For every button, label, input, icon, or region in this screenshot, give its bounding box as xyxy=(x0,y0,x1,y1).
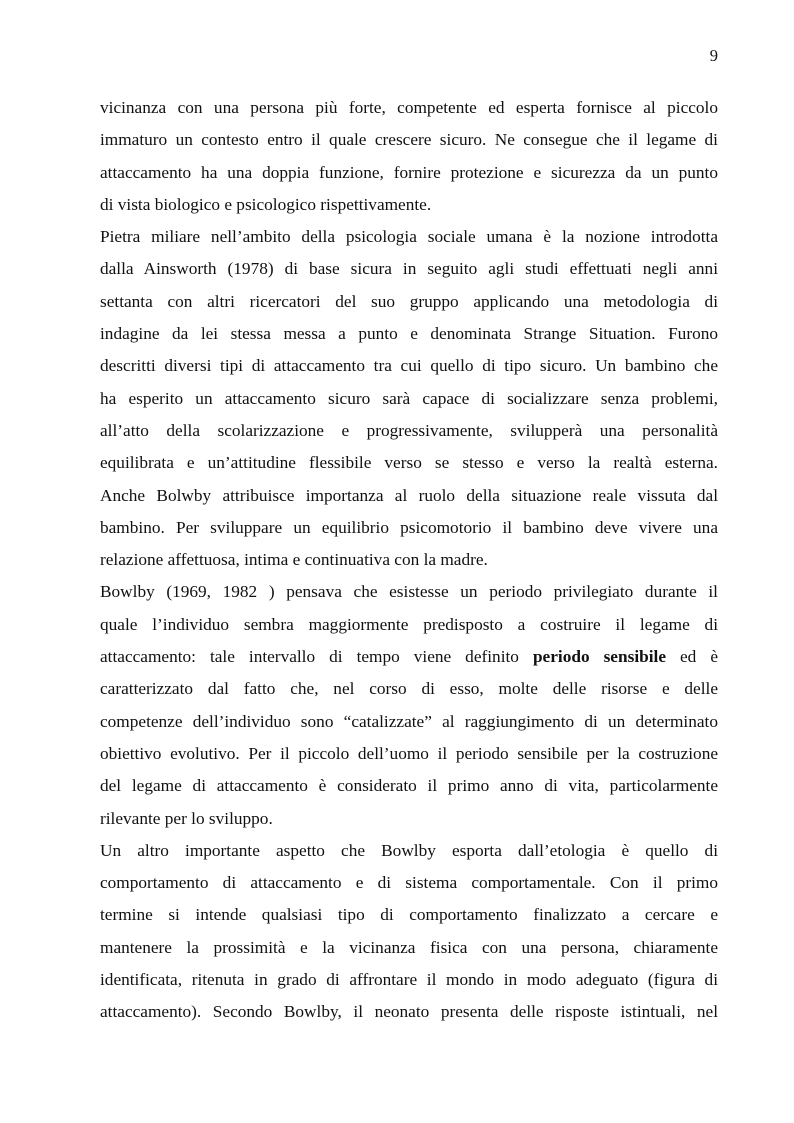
text-line: descritti diversi tipi di attaccamento tra cui quello di tipo sicuro. Un bambino che xyxy=(100,356,718,376)
text-line: Pietra miliare nell’ambito della psicologia sociale umana è la nozione introdotta xyxy=(100,227,718,247)
text-line: ha esperito un attaccamento sicuro sarà capace di socializzare senza problemi, xyxy=(100,388,718,408)
text-line: equilibrata e un’attitudine flessibile verso se stesso e verso la realtà esterna. xyxy=(100,453,718,473)
text-line: obiettivo evolutivo. Per il piccolo dell’uomo il periodo sensibile per la costruzione xyxy=(100,743,718,763)
text-line: quale l’individuo sembra maggiormente predisposto a costruire il legame di xyxy=(100,614,718,634)
text-line: di vista biologico e psicologico rispettivamente. xyxy=(100,194,432,214)
text-line: caratterizzato dal fatto che, nel corso di esso, molte delle risorse e delle xyxy=(100,679,718,699)
text-line: Un altro importante aspetto che Bowlby esporta dall’etologia è quello di xyxy=(100,840,718,860)
text-line-with-emphasis xyxy=(100,641,718,673)
emphasized-term: periodo sensibile xyxy=(532,647,667,667)
text-segment: ed è xyxy=(666,647,718,667)
text-line: comportamento di attaccamento e di sistema comportamentale. Con il primo xyxy=(100,873,718,893)
text-line: attaccamento ha una doppia funzione, fornire protezione e sicurezza da un punto xyxy=(100,162,718,182)
text-line: indagine da lei stessa messa a punto e denominata Strange Situation. Furono xyxy=(100,324,718,344)
text-line: all’atto della scolarizzazione e progressivamente, svilupperà una personalità xyxy=(100,420,718,440)
text-line: identificata, ritenuta in grado di affrontare il mondo in modo adeguato (figura di xyxy=(100,970,718,990)
text-segment: attaccamento: tale intervallo di tempo viene definito xyxy=(100,647,533,667)
text-line: Anche Bolwby attribuisce importanza al ruolo della situazione reale vissuta dal xyxy=(100,485,718,505)
text-line: mantenere la prossimità e la vicinanza fisica con una persona, chiaramente xyxy=(100,937,718,957)
text-line: del legame di attaccamento è considerato il primo anno di vita, particolarmente xyxy=(100,776,718,796)
text-line: attaccamento). Secondo Bowlby, il neonato presenta delle risposte istintuali, nel xyxy=(100,1002,718,1022)
text-line: settanta con altri ricercatori del suo gruppo applicando una metodologia di xyxy=(100,291,718,311)
text-line: termine si intende qualsiasi tipo di comportamento finalizzato a cercare e xyxy=(100,905,718,925)
text-line: immaturo un contesto entro il quale crescere sicuro. Ne consegue che il legame di xyxy=(100,130,718,150)
text-line: dalla Ainsworth (1978) di base sicura in seguito agli studi effettuati negli anni xyxy=(100,259,718,279)
body-text xyxy=(100,92,718,1029)
text-line: vicinanza con una persona più forte, competente ed esperta fornisce al piccolo xyxy=(100,98,718,117)
page-number: 9 xyxy=(709,46,718,65)
text-line: competenze dell’individuo sono “catalizzate” al raggiungimento di un determinato xyxy=(100,711,718,731)
text-line: bambino. Per sviluppare un equilibrio psicomotorio il bambino deve vivere una xyxy=(100,517,718,537)
text-line: Bowlby (1969, 1982 ) pensava che esistesse un periodo privilegiato durante il xyxy=(100,582,718,602)
text-line: relazione affettuosa, intima e continuativa con la madre. xyxy=(100,550,488,570)
text-line: rilevante per lo sviluppo. xyxy=(100,808,273,828)
